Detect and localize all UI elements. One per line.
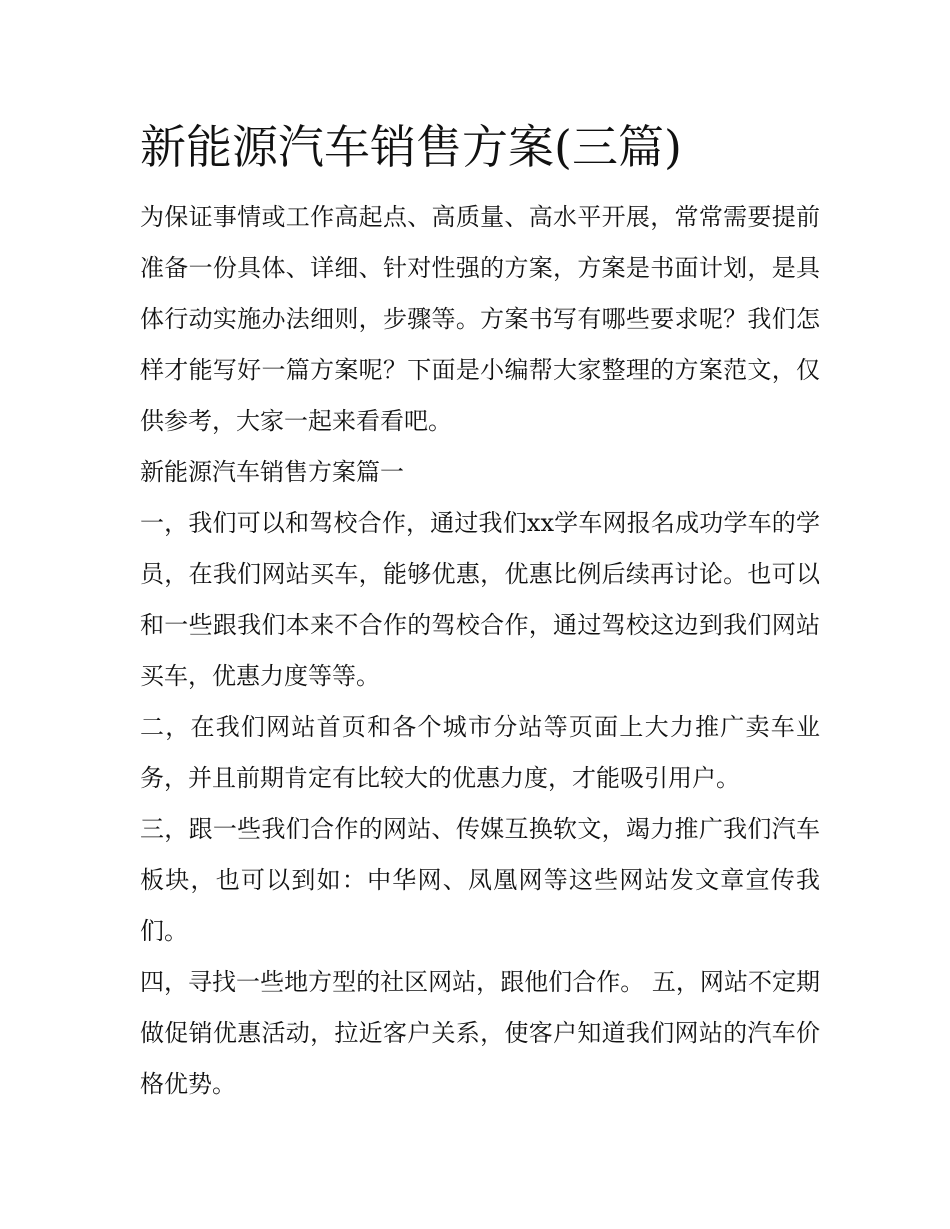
section-heading: 新能源汽车销售方案篇一: [140, 458, 404, 486]
paragraph-point-four-five: 四，寻找一些地方型的社区网站，跟他们合作。 五，网站不定期做促销优惠活动，拉近客户关系，使客户知道我们网站的汽车价格优势。: [140, 968, 820, 1098]
paragraph-point-three: 三，跟一些我们合作的网站、传媒互换软文，竭力推广我们汽车板块，也可以到如：中华网、凤凰网等这些网站发文章宣传我们。: [140, 815, 820, 945]
document-title: 新能源汽车销售方案(三篇): [140, 120, 682, 174]
document-body: [140, 112, 820, 1110]
paragraph-point-one: 一，我们可以和驾校合作，通过我们xx学车网报名成功学车的学员，在我们网站买车，能够优惠，优惠比例后续再讨论。也可以和一些跟我们本来不合作的驾校合作，通过驾校这边到我们网站买车，优惠力度等等。: [140, 509, 820, 690]
intro-paragraph: 为保证事情或工作高起点、高质量、高水平开展，常常需要提前准备一份具体、详细、针对性强的方案，方案是书面计划，是具体行动实施办法细则，步骤等。方案书写有哪些要求呢？我们怎样才能写好一篇方案呢？下面是小编帮大家整理的方案范文，仅供参考，大家一起来看看吧。: [140, 203, 820, 435]
paragraph-point-two: 二，在我们网站首页和各个城市分站等页面上大力推广卖车业务，并且前期肯定有比较大的优惠力度，才能吸引用户。: [140, 713, 820, 792]
